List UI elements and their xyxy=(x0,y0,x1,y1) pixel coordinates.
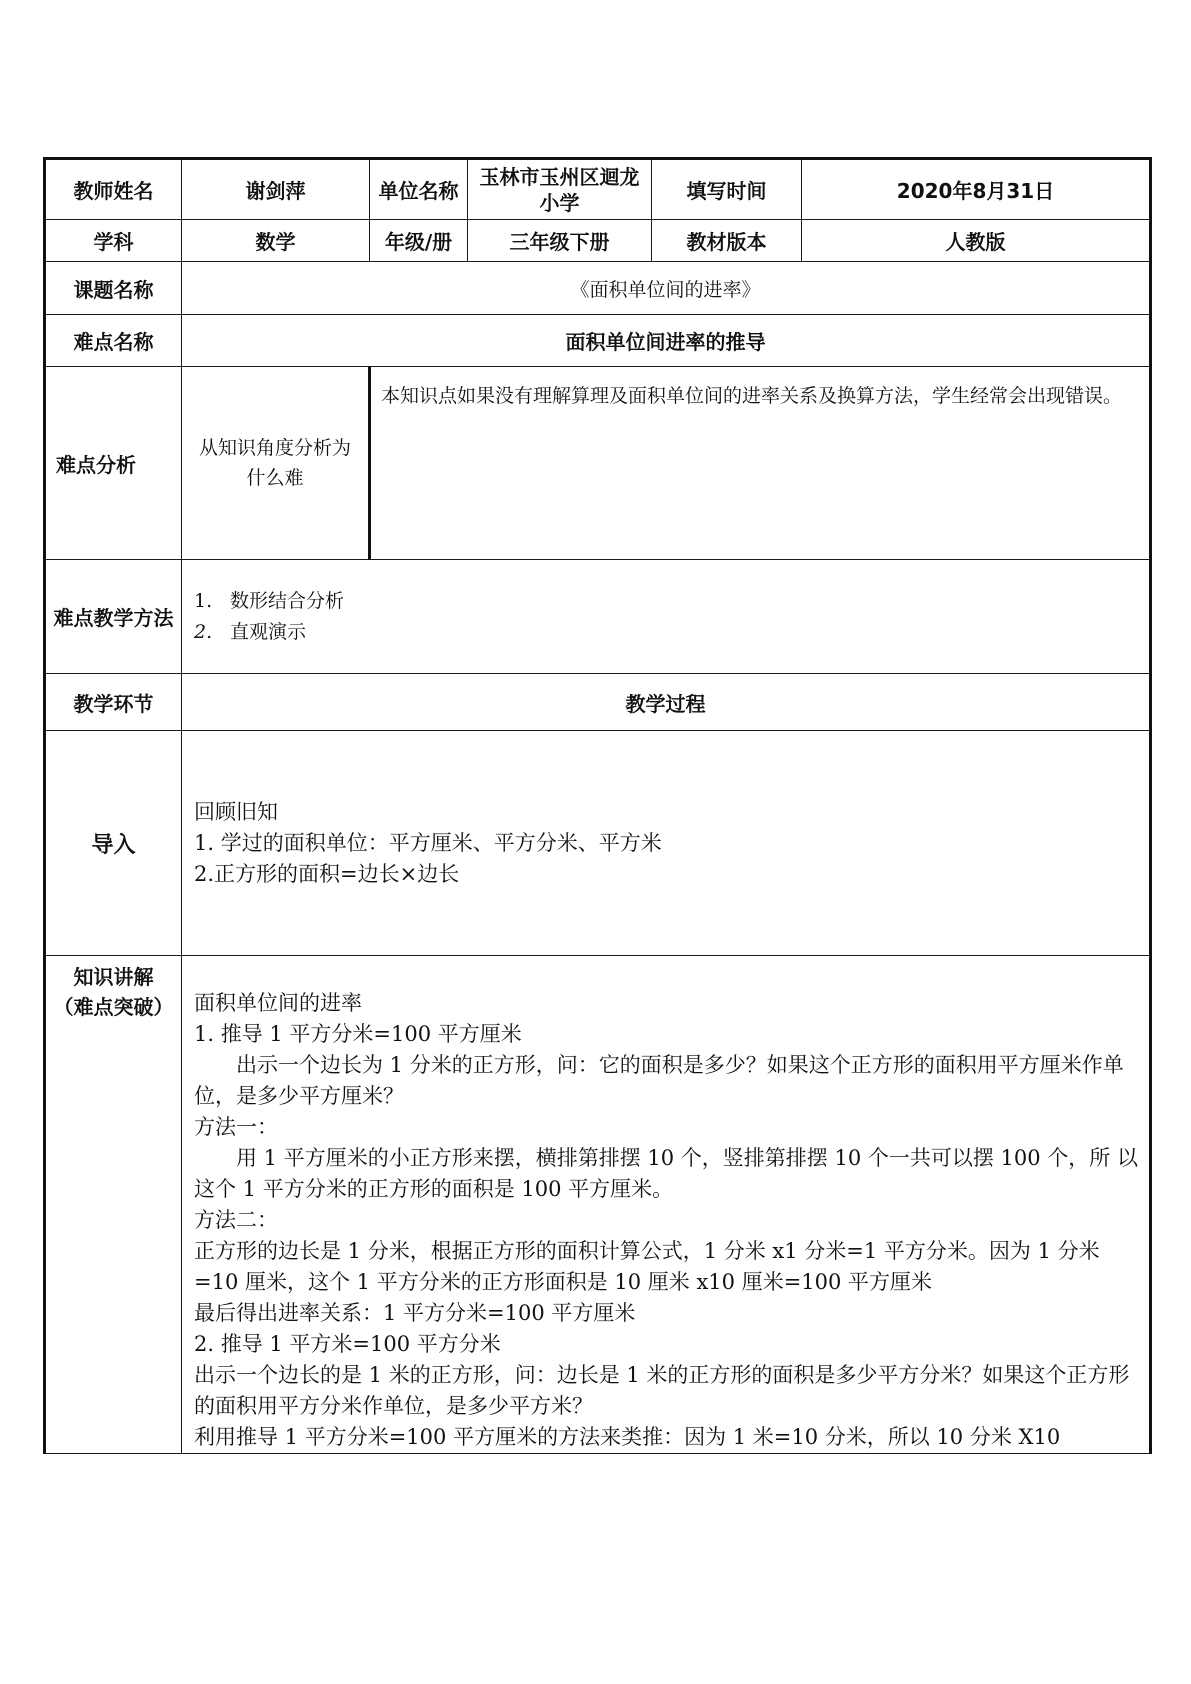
explanation-paragraph: 面积单位间的进率 xyxy=(194,991,362,1015)
header-row-1 xyxy=(45,159,1151,220)
explanation-paragraph: 出示一个边长的是 1 米的正方形，问：边长是 1 米的正方形的面积是多少平方分米？如果这个正方形的面积用平方分米作单位，是多少平方米？ xyxy=(194,1363,1130,1418)
explanation-paragraph: 出示一个边长为 1 分米的正方形，问：它的面积是多少？如果这个正方形的面积用平方厘米作单位，是多少平方厘米？ xyxy=(194,1053,1124,1108)
fill-time-label: 填写时间 xyxy=(652,159,802,220)
process-header-row xyxy=(45,674,1151,731)
analysis-row xyxy=(45,367,1151,560)
method-number: 2. xyxy=(194,620,213,643)
analysis-text: 本知识点如果没有理解算理及面积单位间的进率关系及换算方法，学生经常会出现错误。 xyxy=(370,367,1151,560)
process-stage-label: 教学环节 xyxy=(45,674,182,731)
fill-time-value: 2020年8月31日 xyxy=(802,159,1151,220)
lesson-plan-sheet xyxy=(43,157,1149,1454)
explanation-paragraph: 最后得出进率关系：1 平方分米=100 平方厘米 xyxy=(194,1301,636,1325)
explanation-paragraph: 1. 推导 1 平方分米=100 平方厘米 xyxy=(194,1022,522,1046)
explanation-label-line2: （难点突破） xyxy=(53,995,174,1019)
analysis-label: 难点分析 xyxy=(45,367,182,560)
unit-name-label: 单位名称 xyxy=(370,159,468,220)
topic-label: 课题名称 xyxy=(45,262,182,315)
method-item xyxy=(194,586,1149,617)
teacher-name-value: 谢剑萍 xyxy=(182,159,370,220)
topic-row xyxy=(45,262,1151,315)
topic-value: 《面积单位间的进率》 xyxy=(182,262,1151,315)
edition-value: 人教版 xyxy=(802,220,1151,262)
method-number: 1. xyxy=(194,589,213,612)
analysis-sub-label: 从知识角度分析为什么难 xyxy=(182,367,370,560)
method-text: 直观演示 xyxy=(230,620,307,643)
grade-value: 三年级下册 xyxy=(468,220,652,262)
subject-label: 学科 xyxy=(45,220,182,262)
method-text: 数形结合分析 xyxy=(230,589,345,612)
lesson-plan-table xyxy=(43,157,1152,1454)
methods-label: 难点教学方法 xyxy=(45,560,182,674)
explanation-paragraph: 用 1 平方厘米的小正方形来摆，横排第排摆 10 个，竖排第排摆 10 个一共可以摆 100 个，所 以这个 1 平方分米的正方形的面积是 100 平方厘米。 xyxy=(194,1146,1138,1201)
methods-list xyxy=(182,560,1151,674)
explanation-paragraph: 利用推导 1 平方分米=100 平方厘米的方法来类推：因为 1 米=10 分米，所以 10 分米 X10 xyxy=(194,1425,1061,1449)
explanation-paragraph: 正方形的边长是 1 分米，根据正方形的面积计算公式，1 分米 x1 分米=1 平方分米。因为 1 分米=10 厘米，这个 1 平方分米的正方形面积是 10 厘米 x10 厘米=100 平方厘米 xyxy=(194,1239,1100,1294)
explanation-paragraph: 方法二： xyxy=(194,1208,278,1232)
explanation-row xyxy=(45,956,1151,1454)
intro-label: 导入 xyxy=(45,731,182,956)
difficulty-value: 面积单位间进率的推导 xyxy=(182,315,1151,367)
intro-line: 回顾旧知 xyxy=(194,799,278,824)
method-item xyxy=(194,617,1149,648)
intro-row xyxy=(45,731,1151,956)
edition-label: 教材版本 xyxy=(652,220,802,262)
explanation-content xyxy=(182,956,1151,1454)
teacher-name-label: 教师姓名 xyxy=(45,159,182,220)
explanation-paragraph: 2. 推导 1 平方米=100 平方分米 xyxy=(194,1332,501,1356)
intro-line: 2.正方形的面积=边长×边长 xyxy=(194,861,460,886)
explanation-paragraph: 方法一： xyxy=(194,1115,278,1139)
intro-content xyxy=(182,731,1151,956)
grade-label: 年级/册 xyxy=(370,220,468,262)
subject-value: 数学 xyxy=(182,220,370,262)
unit-name-value: 玉林市玉州区迴龙小学 xyxy=(468,159,652,220)
header-row-2 xyxy=(45,220,1151,262)
process-label: 教学过程 xyxy=(182,674,1151,731)
intro-line: 1. 学过的面积单位：平方厘米、平方分米、平方米 xyxy=(194,830,662,855)
methods-row xyxy=(45,560,1151,674)
difficulty-row xyxy=(45,315,1151,367)
explanation-label xyxy=(45,956,182,1454)
difficulty-label: 难点名称 xyxy=(45,315,182,367)
explanation-label-line1: 知识讲解 xyxy=(73,965,154,989)
